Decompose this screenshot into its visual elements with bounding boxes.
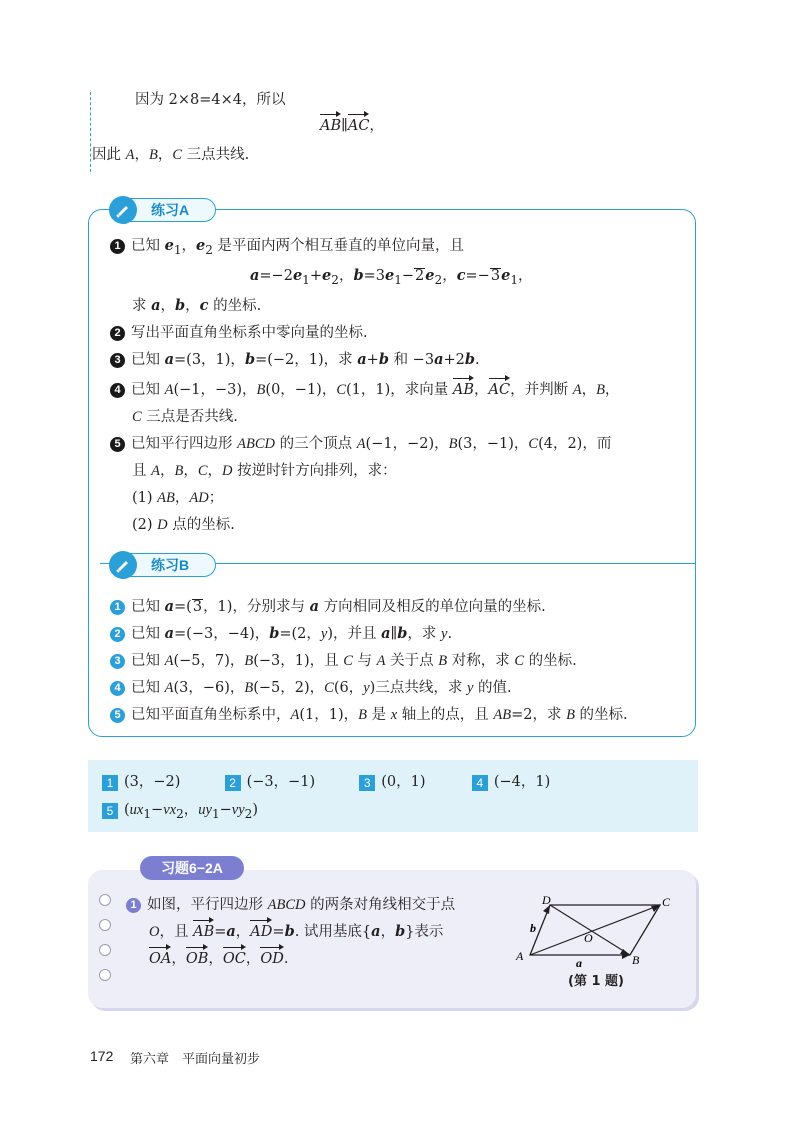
practice-a-q1: 1 已知 $e_1$，$e_2$ 是平面内两个相互垂直的单位向量，且 [110, 236, 464, 260]
pencil-icon [109, 551, 137, 579]
figure-caption: (第 1 题) [568, 974, 624, 989]
practice-a-q1-formula: $a=-2e_1+e_2$，$b=3e_1-2e_2$，$c=-3e_1$， [250, 267, 533, 287]
vertex-label-c: C [662, 895, 671, 909]
practice-a-tab [112, 198, 216, 222]
page-number: 172 [90, 1048, 114, 1064]
practice-b-q2: 2 已知 a=(−3，−4)，b=(2，y)，并且 a∥b，求 y. [110, 624, 452, 644]
vector-ac: AC [347, 118, 370, 134]
exercise-title: 习题6−2A [161, 860, 223, 876]
intro-line-3: 因此 A，B，C 三点共线. [92, 147, 250, 163]
answers-row-2: 5 ($ux_1-vx_2$，$uy_1-vy_2$) [102, 800, 258, 824]
practice-a-q1-tail: 求 a，b，c 的坐标. [132, 297, 262, 314]
practice-a-q5-sub2: (2) D 点的坐标. [132, 517, 235, 533]
intro-line-1: 因为 2×8=4×4，所以 [135, 92, 286, 108]
practice-a-q4: 4 已知 A(−1，−3)，B(0，−1)，C(1，1)，求向量 AB，AC，并判断 A，B， [110, 380, 619, 400]
vertex-label-b: B [632, 953, 640, 967]
practice-a-q5-line2: 且 A，B，C，D 按逆时针方向排列，求： [132, 463, 397, 479]
practice-b-q3: 3 已知 A(−5，7)，B(−3，1)，且 C 与 A 关于点 B 对称，求 C 的坐标. [110, 651, 577, 671]
side-label-a: a [576, 956, 582, 970]
center-label-o: O [584, 931, 593, 945]
practice-a-q5: 5 已知平行四边形 ABCD 的三个顶点 A(−1，−2)，B(3，−1)，C(4，2)，而 [110, 434, 611, 454]
question-number: 1 [110, 239, 125, 254]
practice-b-q4: 4 已知 A(3，−6)，B(−5，2)，C(6，y)三点共线，求 y 的值. [110, 678, 512, 698]
side-label-b: b [530, 921, 536, 935]
practice-b-title: 练习B [151, 557, 190, 573]
parallelogram-figure [510, 890, 680, 970]
vertex-label-a: A [516, 949, 524, 963]
exercise-q1-line1: 1 如图，平行四边形 ABCD 的两条对角线相交于点 [126, 895, 455, 915]
practice-b-q1: 1 已知 a=(3，1)，分别求与 a 方向相同及相反的单位向量的坐标. [110, 597, 546, 617]
margin-dots [99, 894, 111, 981]
answer-2: (−3，−1) [246, 774, 316, 790]
chapter-title: 第六章 平面向量初步 [130, 1052, 261, 1067]
answer-1: (3，−2) [124, 774, 181, 790]
practice-a-q3: 3 已知 a=(3，1)，b=(−2，1)，求 a+b 和 −3a+2b. [110, 350, 480, 370]
vertex-label-d: D [542, 893, 551, 907]
practice-a-title: 练习A [151, 202, 190, 218]
intro-line-2: AB∥AC， [320, 118, 384, 134]
practice-b-tab [112, 553, 216, 577]
practice-b-q5: 5 已知平面直角坐标系中，A(1，1)，B 是 x 轴上的点，且 AB=2，求 B 的坐标. [110, 705, 628, 725]
practice-a-q4-tail: C 三点是否共线. [132, 409, 238, 425]
exercise-q1-line2: O，且 AB=a，AD=b. 试用基底{a，b}表示 [149, 923, 444, 940]
practice-a-q2: 2 写出平面直角坐标系中零向量的坐标. [110, 323, 368, 343]
vector-ab: AB [320, 118, 342, 134]
pencil-icon [109, 196, 137, 224]
practice-a-q5-sub1: (1) AB，AD； [132, 490, 224, 506]
answer-4: (−4，1) [493, 774, 551, 790]
exercise-tab [140, 856, 244, 880]
answer-3: (0，1) [381, 774, 426, 790]
exercise-q1-line3: OA，OB，OC，OD. [149, 951, 289, 967]
answers-row-1: 1 (3，−2) 2 (−3，−1) 3 (0，1) 4 (−4，1) [102, 772, 550, 792]
